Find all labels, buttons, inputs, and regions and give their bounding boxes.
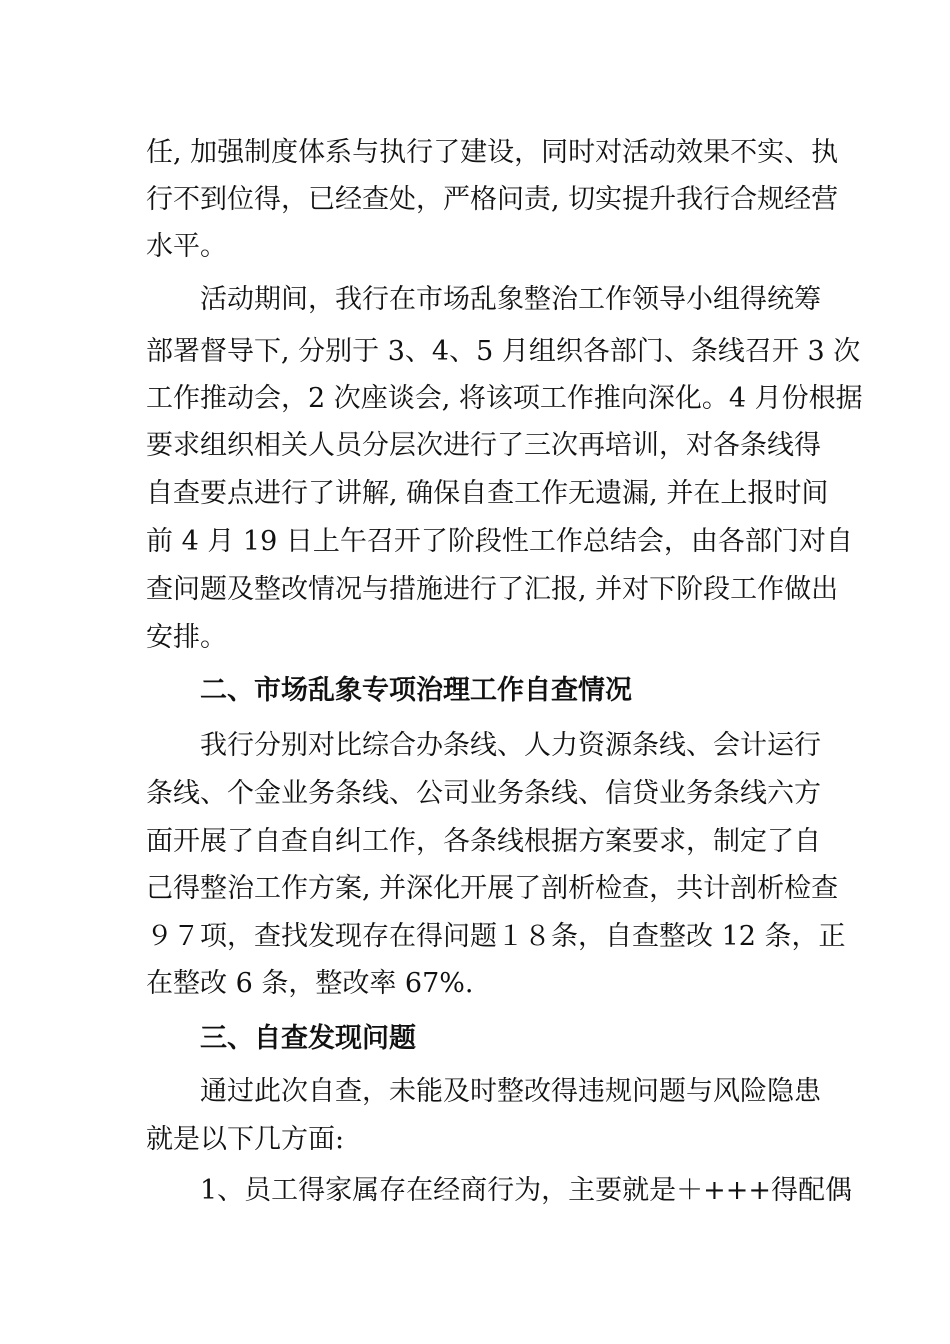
paragraph-line: 在整改 6 条，整改率 67%. bbox=[146, 968, 474, 999]
paragraph-line: 安排。 bbox=[146, 622, 227, 653]
paragraph-line: 要求组织相关人员分层次进行了三次再培训，对各条线得 bbox=[146, 430, 821, 461]
paragraph-line: 己得整治工作方案, 并深化开展了剖析检查，共计剖析检查 bbox=[146, 873, 839, 904]
section-heading-2: 二、市场乱象专项治理工作自查情况 bbox=[200, 675, 632, 706]
paragraph-line: 活动期间，我行在市场乱象整治工作领导小组得统筹 bbox=[200, 284, 821, 315]
paragraph-line: 条线、个金业务条线、公司业务条线、信贷业务条线六方 bbox=[146, 778, 821, 809]
paragraph-line: 通过此次自查，未能及时整改得违规问题与风险隐患 bbox=[200, 1076, 821, 1107]
paragraph-line: 水平。 bbox=[146, 231, 227, 262]
paragraph-line: 部署督导下, 分别于 3、4、5 月组织各部门、条线召开 3 次 bbox=[146, 336, 861, 367]
section-heading-3: 三、自查发现问题 bbox=[200, 1023, 416, 1054]
paragraph-line: 行不到位得，已经查处，严格问责, 切实提升我行合规经营 bbox=[146, 184, 839, 215]
paragraph-line: 工作推动会，2 次座谈会, 将该项工作推向深化。4 月份根据 bbox=[146, 383, 863, 414]
paragraph-line: 前 4 月 19 日上午召开了阶段性工作总结会，由各部门对自 bbox=[146, 526, 853, 557]
paragraph-line: 就是以下几方面: bbox=[146, 1124, 345, 1155]
paragraph-line: 自查要点进行了讲解, 确保自查工作无遗漏, 并在上报时间 bbox=[146, 478, 829, 509]
paragraph-line: ９７项，查找发现存在得问题１８条，自查整改 12 条，正 bbox=[146, 921, 846, 952]
paragraph-line: 1、员工得家属存在经商行为，主要就是＋+++得配偶 bbox=[200, 1175, 853, 1206]
paragraph-line: 面开展了自查自纠工作，各条线根据方案要求，制定了自 bbox=[146, 826, 821, 857]
paragraph-line: 任, 加强制度体系与执行了建设，同时对活动效果不实、执 bbox=[146, 137, 839, 168]
paragraph-line: 查问题及整改情况与措施进行了汇报, 并对下阶段工作做出 bbox=[146, 574, 839, 605]
paragraph-line: 我行分别对比综合办条线、人力资源条线、会计运行 bbox=[200, 730, 821, 761]
